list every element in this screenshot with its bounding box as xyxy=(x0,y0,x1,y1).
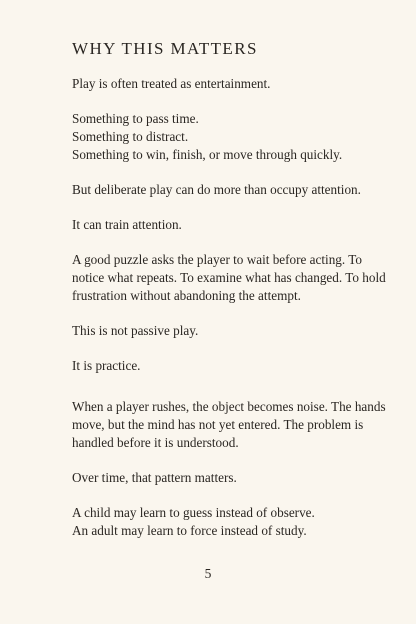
paragraph-line: Play is often treated as entertainment. xyxy=(72,76,271,91)
paragraph-line: move, but the mind has not yet entered. The problem is xyxy=(72,417,364,432)
paragraph-line: A good puzzle asks the player to wait before acting. To xyxy=(72,252,362,267)
paragraph-line: A child may learn to guess instead of observe. xyxy=(72,505,315,520)
paragraph-line: handled before it is understood. xyxy=(72,435,239,450)
paragraph-line: notice what repeats. To examine what has changed. To hold xyxy=(72,270,386,285)
paragraph-line: frustration without abandoning the attempt. xyxy=(72,288,301,303)
paragraph-line: But deliberate play can do more than occupy attention. xyxy=(72,182,361,197)
paragraph-line: Something to distract. xyxy=(72,129,189,144)
paragraph-line: Over time, that pattern matters. xyxy=(72,470,237,485)
section-heading: WHY THIS MATTERS xyxy=(72,39,258,58)
paragraph-line: It can train attention. xyxy=(72,217,182,232)
paragraph-line: An adult may learn to force instead of study. xyxy=(72,523,307,538)
paragraph-line: When a player rushes, the object becomes noise. The hands xyxy=(72,399,386,414)
paragraph-line: Something to win, finish, or move through quickly. xyxy=(72,147,343,162)
paragraph-line: It is practice. xyxy=(72,358,141,373)
paragraph-line: This is not passive play. xyxy=(72,323,199,338)
paragraph-line: Something to pass time. xyxy=(72,111,199,126)
page-number: 5 xyxy=(204,566,212,581)
